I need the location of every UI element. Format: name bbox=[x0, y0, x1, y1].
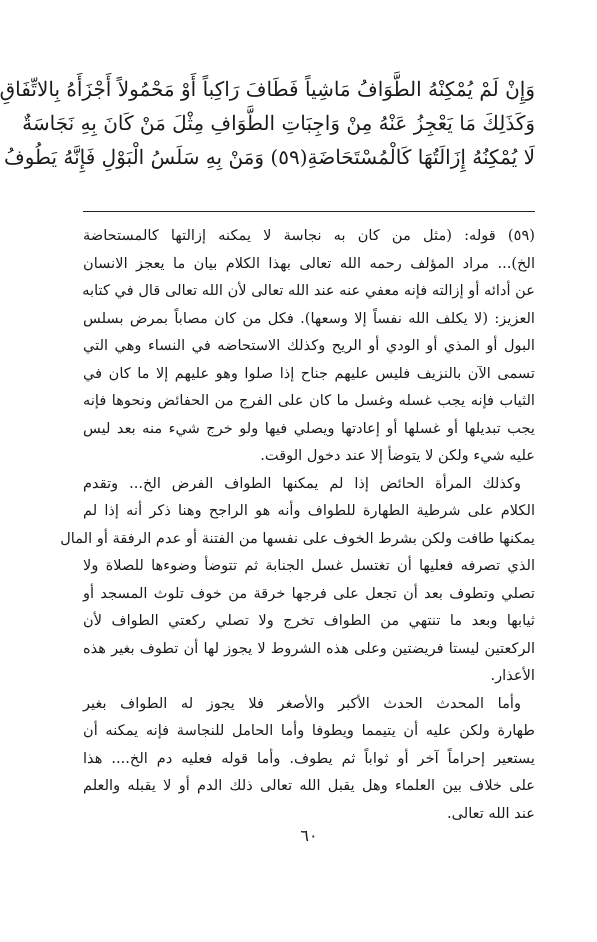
footnote-line: العزيز: (لا يكلف الله نفساً إلا وسعها). فكل من كان مصاباً بمرض بسلس bbox=[83, 309, 535, 327]
footnote-line: وكذلك المرأة الحائض إذا لم يمكنها الطواف الفرض الخ... وتقدم bbox=[83, 474, 521, 492]
footnote-line: الذي تصرفه فعليها أن تغتسل غسل الجنابة ثم تتوضأ وضوءها للصلاة ولا bbox=[83, 557, 535, 574]
page-number: ٦٠ bbox=[300, 826, 318, 845]
footnote-line: يجب تبديلها أو غسلها أو إعادتها ويصلي فيها ولو خرج شيء منه بعد ليس bbox=[83, 419, 535, 437]
footnote-paragraph bbox=[83, 690, 535, 828]
footnote-paragraph bbox=[83, 222, 535, 470]
main-text-line: وَإِنْ لَمْ يُمْكِنْهُ الطَّوَافُ مَاشِياً فَطَافَ رَاكِباً أَوْ مَحْمُولاً أَجْزَأَهُ بِالاتِّفَاقِ bbox=[0, 77, 535, 101]
footnote-line: عن أدائه أو إزالته فإنه معفي عنه عند الله تعالى لأن الله تعالى قال في كتابه bbox=[82, 282, 535, 299]
main-text-line: وَكَذَلِكَ مَا يَعْجِزُ عَنْهُ مِنْ وَاجِبَاتِ الطَّوَافِ مِثْلَ مَنْ كَانَ بِهِ نَجَاسَةٌ bbox=[22, 111, 535, 135]
footnote-line: الأعذار. bbox=[490, 667, 535, 684]
footnote-line: تصلي وتطوف بعد أن تجعل على فرجها خرقة من خوف تلوث المسجد أو bbox=[83, 584, 535, 602]
footnote-line: الثياب فإنه يجب غسله وغسل ما كان على الفرج من الحفائض ونحوها فإنه bbox=[83, 392, 535, 409]
footnote-line: الكلام على شرطية الطهارة للطواف وأنه هو الراجح وهنا ذكر أنه إذا لم bbox=[83, 502, 535, 519]
footnote-line: يستعير إحراماً آخر أو ثواباً ثم يطوف. وأما قوله فعليه دم الخ.... هذا bbox=[83, 749, 535, 767]
footnote-line: وأما المحدث الحدث الأكبر والأصغر فلا يجوز له الطواف بغير bbox=[83, 694, 521, 712]
footnote-line: الركعتين ليستا فريضتين وعلى هذه الشروط لا يجوز لها أن تطوف بغير هذه bbox=[83, 639, 535, 657]
footnote-block bbox=[60, 222, 535, 827]
footnote-line: (٥٩) قوله: (مثل من كان به نجاسة لا يمكنه إزالتها كالمستحاضة bbox=[83, 227, 535, 244]
footnote-line: تسمى الآن بالنزيف فليس عليهم جناح إذا صلوا وهو عليهم إلا ما كان في bbox=[83, 364, 535, 382]
footnote-line: الخ)... مراد المؤلف رحمه الله تعالى بهذا الكلام بيان ما يعجز الانسان bbox=[83, 254, 535, 272]
main-text-block bbox=[0, 72, 535, 174]
footnote-line: على خلاف بين العلماء وهل يقبل الله تعالى ذلك الدم أو لا يقبله والعلم bbox=[83, 777, 535, 794]
footnote-line: يمكنها طافت ولكن بشرط الخوف على نفسها من الفتنة أو عدم الرفقة أو المال bbox=[60, 529, 535, 547]
footnote-paragraph bbox=[60, 470, 535, 690]
footnote-line: طهارة ولكن عليه أن يتيمما ويطوفا وأما الحامل للنجاسة فإنه يمكنه أن bbox=[83, 722, 535, 739]
footnote-separator bbox=[83, 211, 535, 212]
footnote-line: البول أو المذي أو الودي أو الريح وكذلك الاستحاضه في النساء وهي التي bbox=[83, 337, 535, 354]
main-text-line: لَا يُمْكِنُهُ إِزَالَتُهَا كَالْمُسْتَحَاضَةِ(٥٩) وَمَنْ بِهِ سَلَسُ الْبَوْلِ فَإِنَّهُ يَطُوفُ bbox=[3, 145, 535, 169]
footnote-line: عند الله تعالى. bbox=[446, 804, 535, 822]
footnote-line: عليه شيء ولكن لا يتوضأ إلا عند دخول الوقت. bbox=[260, 447, 535, 464]
footnote-line: ثيابها وبعد ما تنتهي من الطواف تخرج ولا تصلي ركعتي الطواف لأن bbox=[83, 612, 535, 629]
